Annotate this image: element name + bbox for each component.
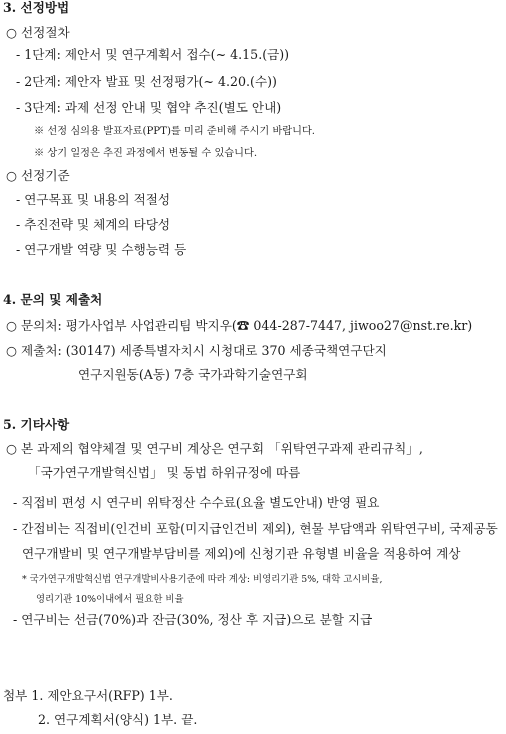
section3-heading: 3. 선정방법 (3, 0, 70, 15)
item1-line-1: ○ 본 과제의 협약체결 및 연구비 계상은 연구회 「위탁연구과제 관리규칙」, (6, 441, 423, 456)
submit-line-1: ○ 제출처: (30147) 세종특별자치시 시청대로 370 세종국책연구단지 (6, 343, 387, 358)
criteria-2: - 추진전략 및 체계의 타당성 (16, 217, 171, 232)
note-1: ※ 선정 심의용 발표자료(PPT)를 미리 준비해 주시기 바랍니다. (34, 126, 316, 137)
procedure-title: ○ 선정절차 (6, 25, 70, 40)
section4-heading: 4. 문의 및 제출처 (3, 292, 103, 307)
criteria-1: - 연구목표 및 내용의 적절성 (16, 192, 171, 207)
contact-line: ○ 문의처: 평가사업부 사업관리팀 박지우(☎ 044-287-7447, jiwoo27@nst.re.kr) (6, 318, 473, 333)
attachment-2: 2. 연구계획서(양식) 1부. 끝. (38, 712, 198, 727)
step-2: - 2단계: 제안자 발표 및 선정평가(~ 4.20.(수)) (16, 74, 277, 89)
submit-line-2: 연구지원동(A동) 7층 국가과학기술연구회 (78, 367, 308, 382)
attachment-1: 첨부 1. 제안요구서(RFP) 1부. (3, 688, 173, 703)
step-1: - 1단계: 제안서 및 연구계획서 접수(~ 4.15.(금)) (16, 47, 290, 62)
criteria-3: - 연구개발 역량 및 수행능력 등 (16, 242, 187, 257)
item3-line-1: - 간접비는 직접비(인건비 포함(미지급인건비 제외), 현물 부담액과 위탁연구비, 국제공동 (13, 521, 498, 536)
item2: - 직접비 편성 시 연구비 위탁정산 수수료(요율 별도안내) 반영 필요 (13, 495, 380, 510)
section5-heading: 5. 기타사항 (3, 417, 70, 432)
item3-line-2: 연구개발비 및 연구개발부담비를 제외)에 신청기관 유형별 비율을 적용하여 계상 (22, 546, 461, 561)
criteria-title: ○ 선정기준 (6, 168, 70, 183)
step-3: - 3단계: 과제 선정 안내 및 협약 추진(별도 안내) (16, 100, 282, 115)
note-2: ※ 상기 일정은 추진 과정에서 변동될 수 있습니다. (34, 148, 258, 159)
item4: - 연구비는 선금(70%)과 잔금(30%, 정산 후 지급)으로 분할 지급 (13, 612, 373, 627)
footnote-line-1: * 국가연구개발혁신법 연구개발비사용기준에 따라 계상: 비영리기관 5%, 대학 고시비율, (22, 574, 383, 585)
footnote-line-2: 영리기관 10%이내에서 필요한 비율 (36, 594, 184, 605)
item1-line-2: 「국가연구개발혁신법」 및 동법 하위규정에 따름 (28, 465, 301, 480)
